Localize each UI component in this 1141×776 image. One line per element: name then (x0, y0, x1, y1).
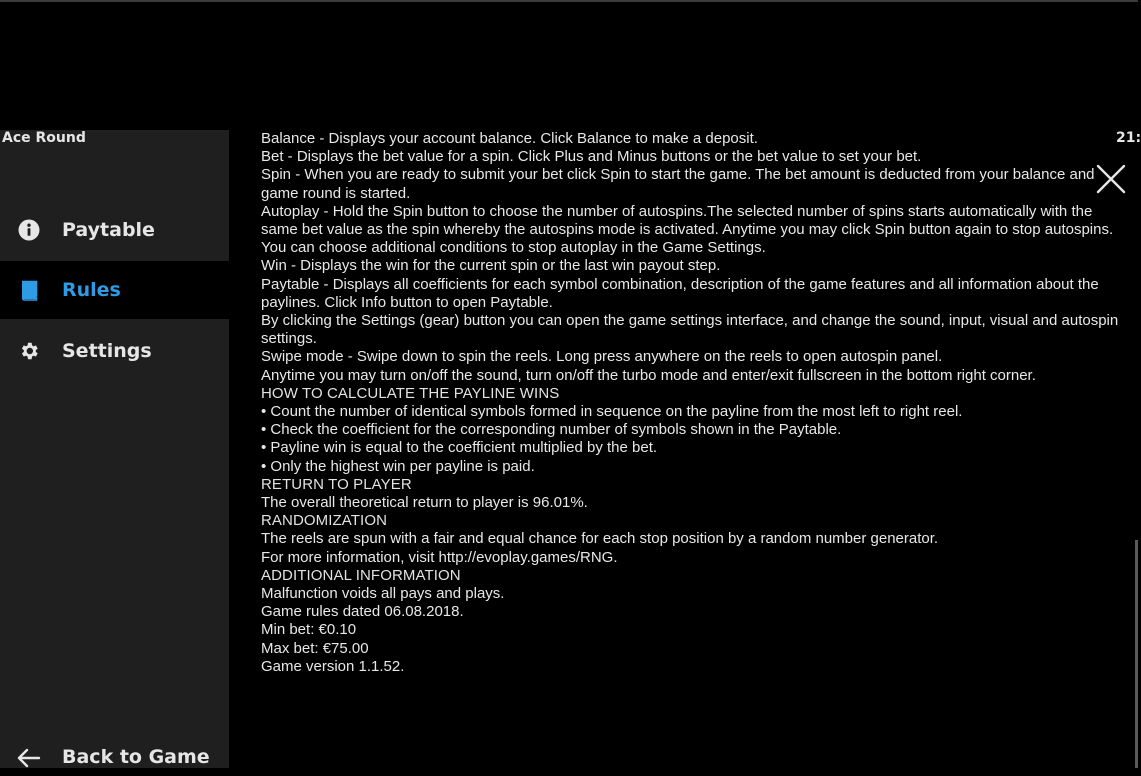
rtp-text: The overall theoretical return to player is 96.01%. (261, 494, 588, 512)
sidebar-item-label: Paytable (62, 219, 155, 241)
rules-paragraph: Anytime you may turn on/off the sound, turn on/off the turbo mode and enter/exit fullscreen in the bottom right corner. (261, 366, 1036, 384)
sidebar-item-paytable[interactable] (0, 201, 229, 259)
randomization-text: For more information, visit http://evoplay.games/RNG. (261, 548, 618, 566)
additional-info-line: Game version 1.1.52. (261, 657, 405, 675)
list-item: • Check the coefficient for the corresponding number of symbols shown in the Paytable. (261, 421, 842, 439)
additional-info-line: Malfunction voids all pays and plays. (261, 585, 505, 603)
gear-icon (18, 340, 40, 362)
close-icon (1095, 163, 1127, 195)
additional-info-line: Min bet: €0.10 (261, 621, 357, 639)
scrollbar[interactable] (1135, 540, 1138, 768)
sidebar-item-rules[interactable] (0, 261, 229, 319)
section-heading: HOW TO CALCULATE THE PAYLINE WINS (261, 384, 560, 402)
section-heading: RANDOMIZATION (261, 512, 388, 530)
sidebar (0, 130, 229, 768)
rules-paragraph: Swipe mode - Swipe down to spin the reels. Long press anywhere on the reels to open autospin panel. (261, 348, 943, 366)
rules-paragraph: Win - Displays the win for the current spin or the last win payout step. (261, 257, 721, 275)
section-heading: ADDITIONAL INFORMATION (261, 566, 461, 584)
book-icon (18, 279, 40, 301)
sidebar-item-settings[interactable] (0, 322, 229, 380)
back-to-game-button[interactable] (0, 740, 229, 776)
list-item: • Count the number of identical symbols formed in sequence on the payline from the most left to right reel. (261, 403, 963, 421)
clock: 21: (1116, 130, 1141, 146)
sidebar-item-label: Rules (62, 279, 121, 301)
rules-paragraph: Autoplay - Hold the Spin button to choose the number of autospins.The selected number of spins starts automatically with the same bet value as the spin whereby the autospins mode is activated. Anytime you may click Spin button again to stop autospins. You can choose additional conditions to stop autoplay in the Game Settings. (261, 202, 1114, 257)
rules-paragraph: Paytable - Displays all coefficients for each symbol combination, description of the game features and all information about the paylines. Click Info button to open Paytable. (261, 275, 1099, 311)
additional-info-line: Max bet: €75.00 (261, 639, 369, 657)
rules-content[interactable] (261, 130, 1133, 768)
sidebar-item-label: Settings (62, 340, 152, 362)
info-icon (18, 219, 40, 241)
arrow-left-icon (17, 748, 41, 772)
rules-paragraph: Spin - When you are ready to submit your bet click Spin to start the game. The bet amount is deducted from your balance and game round is started. (261, 166, 1095, 202)
additional-info-line: Game rules dated 06.08.2018. (261, 603, 464, 621)
section-heading: RETURN TO PLAYER (261, 475, 412, 493)
app-title: Ace Round (2, 130, 86, 146)
rules-paragraph: By clicking the Settings (gear) button you can open the game settings interface, and change the sound, input, visual and autospin settings. (261, 312, 1119, 348)
rules-paragraph: Balance - Displays your account balance. Click Balance to make a deposit. (261, 130, 758, 147)
back-to-game-label: Back to Game (62, 746, 210, 768)
close-button[interactable] (1095, 163, 1127, 195)
rules-paragraph: Bet - Displays the bet value for a spin. Click Plus and Minus buttons or the bet value to set your bet. (261, 148, 922, 166)
randomization-text: The reels are spun with a fair and equal chance for each stop position by a random number generator. (261, 530, 939, 548)
list-item: • Payline win is equal to the coefficient multiplied by the bet. (261, 439, 658, 457)
list-item: • Only the highest win per payline is paid. (261, 457, 535, 475)
top-border (0, 0, 1138, 2)
